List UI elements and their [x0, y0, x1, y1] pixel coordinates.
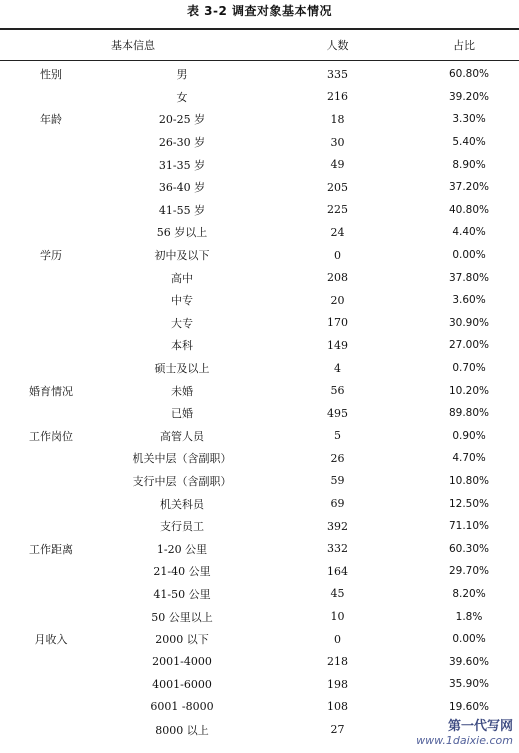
table-row	[0, 244, 519, 267]
table-row	[0, 357, 519, 380]
count-cell: 170	[327, 316, 348, 330]
table-row	[0, 199, 519, 222]
header-count: 人数	[266, 29, 409, 61]
count-cell: 208	[327, 271, 348, 285]
subcategory-cell: 中专	[171, 294, 193, 308]
percent-cell: 89.80%	[448, 407, 490, 420]
survey-table	[0, 28, 519, 741]
subcategory-cell: 已婚	[171, 407, 193, 421]
table-caption: 表 3-2 调查对象基本情况	[186, 4, 333, 18]
table-row	[0, 425, 519, 448]
category-cell	[0, 492, 116, 515]
category-cell	[0, 131, 116, 154]
count-cell: 332	[327, 542, 348, 556]
category-cell	[0, 673, 116, 696]
percent-cell: 1.8%	[455, 610, 483, 623]
percent-cell: 4.70%	[452, 452, 486, 465]
count-cell: 24	[330, 225, 345, 239]
category-cell	[0, 312, 116, 335]
percent-cell: 30.90%	[448, 316, 490, 329]
percent-cell: 39.20%	[448, 90, 490, 103]
percent-cell: 4.40%	[452, 226, 486, 239]
subcategory-cell: 8000 以上	[155, 723, 209, 737]
table-row	[0, 221, 519, 244]
header-row	[0, 29, 519, 61]
subcategory-cell: 21-40 公里	[153, 565, 211, 579]
subcategory-cell: 31-35 岁	[158, 158, 206, 172]
table-row	[0, 153, 519, 176]
subcategory-cell: 2000 以下	[155, 633, 209, 647]
percent-cell: 8.20%	[452, 587, 486, 600]
percent-cell: 71.10%	[448, 520, 490, 533]
percent-cell: 27.00%	[448, 339, 490, 352]
percent-cell: 29.70%	[448, 565, 490, 578]
percent-cell: 3.30%	[452, 113, 486, 126]
category-cell	[0, 447, 116, 470]
table-row	[0, 176, 519, 199]
count-cell: 45	[330, 587, 345, 601]
table-row	[0, 86, 519, 109]
count-cell: 108	[327, 700, 348, 714]
category-cell	[0, 153, 116, 176]
subcategory-cell: 初中及以下	[154, 249, 210, 263]
count-cell: 218	[327, 655, 348, 669]
count-cell: 0	[334, 632, 341, 646]
percent-cell: 60.30%	[448, 542, 490, 555]
subcategory-cell: 机关中层（含副职）	[132, 452, 232, 466]
table-row	[0, 334, 519, 357]
count-cell: 69	[330, 497, 345, 511]
subcategory-cell: 高中	[171, 271, 193, 285]
percent-cell: 60.80%	[448, 68, 490, 81]
percent-cell: 37.80%	[448, 271, 490, 284]
category-cell	[0, 86, 116, 109]
count-cell: 49	[330, 158, 345, 172]
category-cell	[0, 560, 116, 583]
count-cell: 0	[334, 248, 341, 262]
table-row	[0, 650, 519, 673]
category-cell	[0, 357, 116, 380]
percent-cell: 12.50%	[448, 497, 490, 510]
category-cell: 年龄	[40, 113, 62, 127]
count-cell: 56	[330, 384, 345, 398]
table-row	[0, 61, 519, 86]
subcategory-cell: 41-55 岁	[158, 203, 206, 217]
percent-cell: 0.00%	[452, 633, 486, 646]
table-row	[0, 583, 519, 606]
header-percent: 占比	[409, 29, 519, 61]
subcategory-cell: 高管人员	[160, 429, 204, 443]
table-row	[0, 447, 519, 470]
category-cell	[0, 470, 116, 493]
header-basic-info: 基本信息	[0, 29, 266, 61]
count-cell: 20	[330, 293, 345, 307]
percent-cell: 19.60%	[448, 700, 490, 713]
count-cell: 5	[334, 429, 341, 443]
count-cell: 10	[330, 610, 345, 624]
table-row	[0, 470, 519, 493]
subcategory-cell: 硕士及以上	[154, 362, 210, 376]
table-row	[0, 266, 519, 289]
category-cell: 学历	[40, 249, 62, 263]
watermark-url: www.1daixie.com	[416, 734, 513, 747]
subcategory-cell: 支行中层（含副职）	[132, 474, 232, 488]
table-row	[0, 696, 519, 719]
percent-cell: 37.20%	[448, 181, 490, 194]
count-cell: 335	[327, 67, 348, 81]
percent-cell: 40.80%	[448, 203, 490, 216]
table-body	[0, 61, 519, 741]
category-cell	[0, 718, 116, 741]
category-cell: 工作岗位	[29, 429, 73, 443]
count-cell: 18	[330, 112, 345, 126]
count-cell: 225	[327, 203, 348, 217]
percent-cell: 5.40%	[452, 136, 486, 149]
percent-cell: 39.60%	[448, 655, 490, 668]
count-cell: 495	[327, 406, 348, 420]
subcategory-cell: 1-20 公里	[156, 542, 208, 556]
category-cell	[0, 650, 116, 673]
count-cell: 198	[327, 677, 348, 691]
count-cell: 216	[327, 90, 348, 104]
watermark-title: 第一代写网	[447, 719, 513, 734]
count-cell: 30	[330, 135, 345, 149]
site-watermark	[409, 719, 513, 751]
table-row	[0, 515, 519, 538]
table-row	[0, 537, 519, 560]
subcategory-cell: 支行员工	[160, 520, 204, 534]
subcategory-cell: 本科	[171, 339, 193, 353]
table-row	[0, 379, 519, 402]
table-row	[0, 492, 519, 515]
category-cell	[0, 176, 116, 199]
category-cell: 婚育情况	[29, 384, 73, 398]
subcategory-cell: 2001-4000	[152, 655, 212, 669]
percent-cell: 8.90%	[452, 158, 486, 171]
count-cell: 205	[327, 180, 348, 194]
category-cell	[0, 515, 116, 538]
category-cell	[0, 334, 116, 357]
table-row	[0, 131, 519, 154]
subcategory-cell: 4001-6000	[152, 677, 212, 691]
subcategory-cell: 50 公里以上	[151, 610, 213, 624]
table-row	[0, 673, 519, 696]
table-row	[0, 560, 519, 583]
category-cell: 性别	[40, 68, 62, 82]
percent-cell: 10.80%	[448, 474, 490, 487]
count-cell: 4	[334, 361, 341, 375]
subcategory-cell: 机关科员	[160, 497, 204, 511]
category-cell	[0, 583, 116, 606]
table-header	[0, 29, 519, 61]
subcategory-cell: 20-25 岁	[158, 113, 206, 127]
category-cell	[0, 266, 116, 289]
table-row	[0, 289, 519, 312]
percent-cell: 35.90%	[448, 678, 490, 691]
table-row	[0, 402, 519, 425]
category-cell	[0, 199, 116, 222]
percent-cell: 3.60%	[452, 294, 486, 307]
subcategory-cell: 女	[176, 90, 188, 104]
subcategory-cell: 56 岁以上	[156, 226, 208, 240]
subcategory-cell: 6001 -8000	[150, 700, 214, 714]
subcategory-cell: 36-40 岁	[158, 181, 206, 195]
subcategory-cell: 未婚	[171, 384, 193, 398]
table-row	[0, 108, 519, 131]
table-row	[0, 605, 519, 628]
category-cell	[0, 289, 116, 312]
subcategory-cell: 26-30 岁	[158, 136, 206, 150]
category-cell	[0, 696, 116, 719]
count-cell: 59	[330, 474, 345, 488]
subcategory-cell: 41-50 公里	[153, 587, 211, 601]
percent-cell: 10.20%	[448, 384, 490, 397]
table-row	[0, 628, 519, 651]
count-cell: 164	[327, 564, 348, 578]
count-cell: 392	[327, 519, 348, 533]
category-cell	[0, 402, 116, 425]
category-cell	[0, 605, 116, 628]
count-cell: 26	[330, 451, 345, 465]
subcategory-cell: 男	[176, 68, 188, 82]
table-row	[0, 312, 519, 335]
subcategory-cell: 大专	[171, 316, 193, 330]
percent-cell: 0.70%	[452, 362, 486, 375]
percent-cell: 0.90%	[452, 429, 486, 442]
count-cell: 149	[327, 338, 348, 352]
category-cell: 工作距离	[29, 542, 73, 556]
percent-cell: 0.00%	[452, 249, 486, 262]
category-cell	[0, 221, 116, 244]
category-cell: 月收入	[34, 633, 68, 647]
count-cell: 27	[330, 723, 345, 737]
